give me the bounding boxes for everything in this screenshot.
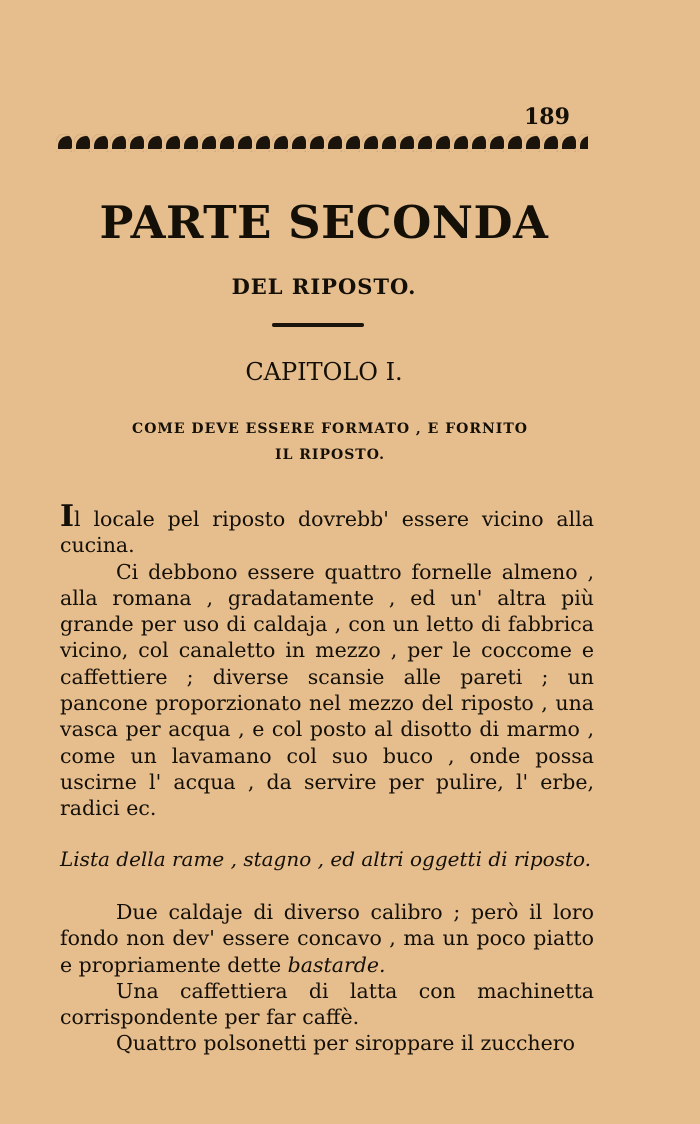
list-title: Lista della rame , stagno , ed altri oggetti di riposto. bbox=[60, 847, 592, 871]
ornament-glyph bbox=[488, 134, 504, 152]
part-title: PARTE SECONDA bbox=[99, 196, 549, 249]
heading-line-2: IL RIPOSTO. bbox=[275, 447, 385, 463]
paragraph-3-italic: bastarde. bbox=[287, 952, 386, 977]
drop-cap: I bbox=[60, 499, 75, 534]
ornament-glyph bbox=[470, 134, 486, 152]
ornament-glyph bbox=[164, 134, 180, 152]
ornament-glyph bbox=[290, 134, 306, 152]
ornament-glyph bbox=[416, 134, 432, 152]
part-subtitle: DEL RIPOSTO. bbox=[231, 274, 417, 299]
chapter-title: CAPITOLO I. bbox=[245, 358, 403, 386]
ornament-glyph bbox=[362, 134, 378, 152]
ornament-glyph bbox=[524, 134, 540, 152]
ornament-glyph bbox=[542, 134, 558, 152]
paragraph-2: Ci debbono essere quattro fornelle almeno , alla romana , gradatamente , ed un' altra più grande per uso di caldaja , con un letto di fabbrica vicino, col canaletto in mezzo , per le coccome e caffettiere ; diverse scansie alle pareti ; un pancone proporzionato nel mezzo del riposto , una vasca per acqua , e col posto al disotto di marmo , come un lavamano col suo buco , onde possa uscirne l' acqua , da servire per pulire, l' erbe, radici ec. bbox=[60, 559, 594, 821]
divider-rule bbox=[272, 323, 364, 327]
ornament-glyph bbox=[560, 134, 576, 152]
ornament-glyph bbox=[380, 134, 396, 152]
ornament-glyph bbox=[344, 134, 360, 152]
body-section-1 bbox=[60, 499, 594, 822]
ornament-glyph bbox=[92, 134, 108, 152]
ornament-glyph bbox=[146, 134, 162, 152]
ornament-glyph bbox=[272, 134, 288, 152]
ornament-glyph bbox=[308, 134, 324, 152]
paragraph-3-text: Due caldaje di diverso calibro ; però il loro fondo non dev' essere concavo , ma un poco piatto e propriamente dette bbox=[60, 900, 594, 977]
paragraph-3 bbox=[60, 899, 594, 978]
ornament-glyph bbox=[182, 134, 198, 152]
ornament-glyph bbox=[506, 134, 522, 152]
paragraph-5: Quattro polsonetti per siroppare il zucchero bbox=[116, 1031, 575, 1056]
heading-line-1: COME DEVE ESSERE FORMATO , E FORNITO bbox=[132, 421, 528, 437]
ornament-glyph bbox=[74, 134, 90, 152]
ornament-glyph bbox=[254, 134, 270, 152]
paragraph-4: Una caffettiera di latta con machinetta corrispondente per far caffè. bbox=[60, 978, 594, 1030]
ornament-glyph bbox=[236, 134, 252, 152]
chapter-heading bbox=[110, 416, 550, 468]
ornament-glyph bbox=[56, 134, 72, 152]
paragraph-1 bbox=[60, 499, 594, 559]
ornament-glyph bbox=[128, 134, 144, 152]
page-number: 189 bbox=[524, 104, 570, 130]
paragraph-1-text: l locale pel riposto dovrebb' essere vicino alla cucina. bbox=[60, 507, 594, 558]
ornament-glyph bbox=[326, 134, 342, 152]
ornament-glyph bbox=[218, 134, 234, 152]
ornament-glyph bbox=[434, 134, 450, 152]
body-section-2 bbox=[60, 899, 594, 1057]
ornament-glyph bbox=[578, 134, 588, 152]
ornament-glyph bbox=[200, 134, 216, 152]
ornament-glyph bbox=[452, 134, 468, 152]
ornamental-border bbox=[56, 134, 588, 156]
ornament-glyph bbox=[110, 134, 126, 152]
ornament-glyph bbox=[398, 134, 414, 152]
